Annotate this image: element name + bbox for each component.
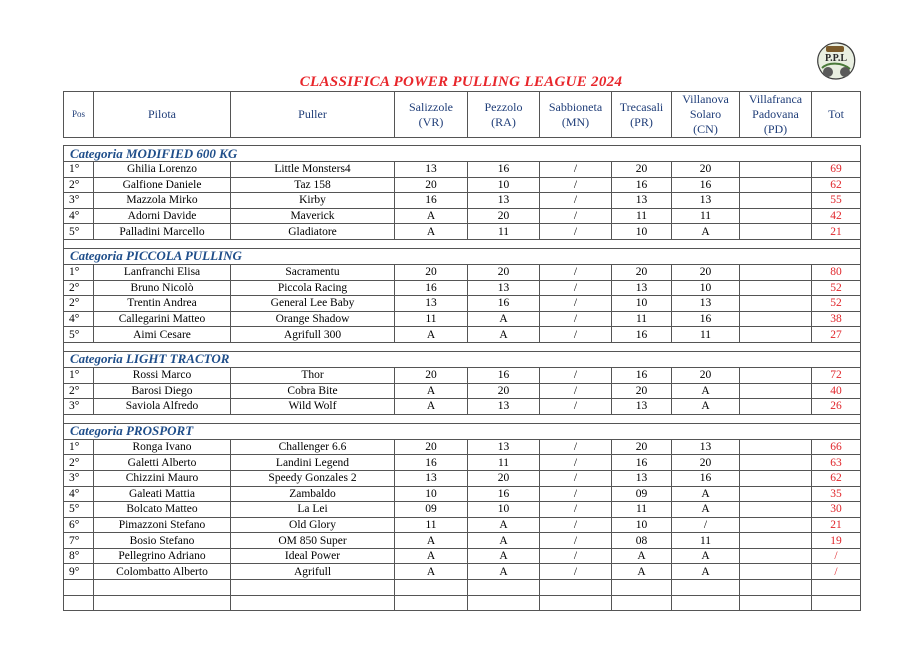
cell-salizzole: 16 bbox=[395, 455, 468, 471]
svg-text:P.P.L: P.P.L bbox=[824, 53, 848, 64]
cell-pezzolo: 20 bbox=[468, 383, 540, 399]
cell-villanova: A bbox=[672, 399, 740, 415]
cell-salizzole: 13 bbox=[395, 296, 468, 312]
cell-sabbioneta: / bbox=[540, 208, 612, 224]
cell-villanova: 13 bbox=[672, 193, 740, 209]
cell-puller: Gladiatore bbox=[231, 224, 395, 240]
table-row bbox=[64, 439, 861, 455]
cell-salizzole: A bbox=[395, 548, 468, 564]
cell-salizzole: 11 bbox=[395, 517, 468, 533]
cell-villanova: 20 bbox=[672, 367, 740, 383]
cell-trecasali: 20 bbox=[612, 264, 672, 280]
cell-pos: 2° bbox=[64, 280, 94, 296]
cell-sabbioneta: / bbox=[540, 470, 612, 486]
cell-pilot: Barosi Diego bbox=[94, 383, 231, 399]
cell-pezzolo: 20 bbox=[468, 470, 540, 486]
cell-sabbioneta: / bbox=[540, 383, 612, 399]
header-villanova: Villanova Solaro (CN) bbox=[672, 92, 740, 138]
cell-villafranca bbox=[740, 548, 812, 564]
cell-pos: 5° bbox=[64, 224, 94, 240]
cell-pilot: Ronga Ivano bbox=[94, 439, 231, 455]
table-row bbox=[64, 533, 861, 549]
cell-sabbioneta: / bbox=[540, 177, 612, 193]
cell-pos: 1° bbox=[64, 439, 94, 455]
cell-pos: 8° bbox=[64, 548, 94, 564]
cell-villanova: 20 bbox=[672, 455, 740, 471]
cell-pilot: Bolcato Matteo bbox=[94, 502, 231, 518]
cell-total: 19 bbox=[812, 533, 861, 549]
cell-total: 21 bbox=[812, 517, 861, 533]
cell-trecasali: 11 bbox=[612, 311, 672, 327]
cell-pos: 5° bbox=[64, 327, 94, 343]
table-row bbox=[64, 193, 861, 209]
cell-villafranca bbox=[740, 533, 812, 549]
cell-pos: 1° bbox=[64, 367, 94, 383]
cell-villafranca bbox=[740, 486, 812, 502]
cell-sabbioneta: / bbox=[540, 193, 612, 209]
cell-trecasali: 20 bbox=[612, 439, 672, 455]
cell-trecasali: 16 bbox=[612, 455, 672, 471]
cell-puller: Cobra Bite bbox=[231, 383, 395, 399]
cell-villafranca bbox=[740, 280, 812, 296]
cell-pilot: Adorni Davide bbox=[94, 208, 231, 224]
empty-cell bbox=[540, 595, 612, 611]
table-row bbox=[64, 564, 861, 580]
cell-pezzolo: 16 bbox=[468, 296, 540, 312]
cell-villanova: A bbox=[672, 502, 740, 518]
cell-pilot: Mazzola Mirko bbox=[94, 193, 231, 209]
cell-trecasali: 13 bbox=[612, 399, 672, 415]
table-row bbox=[64, 296, 861, 312]
cell-total: / bbox=[812, 548, 861, 564]
cell-total: 40 bbox=[812, 383, 861, 399]
cell-villanova: / bbox=[672, 517, 740, 533]
cell-pilot: Palladini Marcello bbox=[94, 224, 231, 240]
cell-trecasali: 13 bbox=[612, 280, 672, 296]
cell-trecasali: 16 bbox=[612, 327, 672, 343]
cell-trecasali: 11 bbox=[612, 502, 672, 518]
spacer-row bbox=[64, 342, 861, 351]
empty-cell bbox=[94, 580, 231, 596]
cell-salizzole: 20 bbox=[395, 177, 468, 193]
cell-salizzole: A bbox=[395, 224, 468, 240]
cell-villanova: 11 bbox=[672, 208, 740, 224]
category-title: Categoria MODIFIED 600 KG bbox=[64, 146, 861, 162]
table-row bbox=[64, 486, 861, 502]
empty-cell bbox=[740, 580, 812, 596]
cell-puller: Kirby bbox=[231, 193, 395, 209]
spacer-cell bbox=[64, 239, 861, 248]
cell-pos: 7° bbox=[64, 533, 94, 549]
cell-villafranca bbox=[740, 177, 812, 193]
cell-sabbioneta: / bbox=[540, 327, 612, 343]
cell-villafranca bbox=[740, 502, 812, 518]
cell-pezzolo: 11 bbox=[468, 224, 540, 240]
cell-pos: 6° bbox=[64, 517, 94, 533]
cell-salizzole: 20 bbox=[395, 367, 468, 383]
cell-total: 38 bbox=[812, 311, 861, 327]
cell-pezzolo: 16 bbox=[468, 367, 540, 383]
category-row bbox=[64, 248, 861, 264]
cell-total: 62 bbox=[812, 470, 861, 486]
header-pezzolo: Pezzolo (RA) bbox=[468, 92, 540, 138]
category-row bbox=[64, 146, 861, 162]
cell-pezzolo: A bbox=[468, 533, 540, 549]
cell-pilot: Ghilia Lorenzo bbox=[94, 162, 231, 178]
empty-cell bbox=[468, 580, 540, 596]
cell-villafranca bbox=[740, 439, 812, 455]
category-row bbox=[64, 351, 861, 367]
cell-sabbioneta: / bbox=[540, 533, 612, 549]
cell-trecasali: 10 bbox=[612, 517, 672, 533]
cell-villanova: 16 bbox=[672, 470, 740, 486]
cell-salizzole: A bbox=[395, 564, 468, 580]
cell-puller: Wild Wolf bbox=[231, 399, 395, 415]
cell-pezzolo: 10 bbox=[468, 177, 540, 193]
spacer-row bbox=[64, 239, 861, 248]
cell-salizzole: 10 bbox=[395, 486, 468, 502]
cell-total: 63 bbox=[812, 455, 861, 471]
cell-pos: 1° bbox=[64, 264, 94, 280]
cell-trecasali: 09 bbox=[612, 486, 672, 502]
spacer-cell bbox=[64, 414, 861, 423]
table-row bbox=[64, 548, 861, 564]
cell-villafranca bbox=[740, 399, 812, 415]
empty-cell bbox=[94, 595, 231, 611]
cell-pezzolo: 10 bbox=[468, 502, 540, 518]
cell-villafranca bbox=[740, 367, 812, 383]
empty-cell bbox=[64, 595, 94, 611]
cell-trecasali: 16 bbox=[612, 177, 672, 193]
standings-table bbox=[63, 145, 861, 611]
cell-salizzole: 13 bbox=[395, 162, 468, 178]
table-row bbox=[64, 264, 861, 280]
cell-pilot: Callegarini Matteo bbox=[94, 311, 231, 327]
cell-pezzolo: A bbox=[468, 311, 540, 327]
cell-trecasali: 16 bbox=[612, 367, 672, 383]
cell-villafranca bbox=[740, 224, 812, 240]
cell-puller: General Lee Baby bbox=[231, 296, 395, 312]
table-row bbox=[64, 311, 861, 327]
spacer-cell bbox=[64, 342, 861, 351]
cell-pilot: Chizzini Mauro bbox=[94, 470, 231, 486]
cell-total: / bbox=[812, 564, 861, 580]
cell-pilot: Pimazzoni Stefano bbox=[94, 517, 231, 533]
cell-salizzole: A bbox=[395, 533, 468, 549]
cell-pezzolo: 13 bbox=[468, 439, 540, 455]
cell-villafranca bbox=[740, 383, 812, 399]
cell-salizzole: A bbox=[395, 327, 468, 343]
cell-villafranca bbox=[740, 327, 812, 343]
cell-villafranca bbox=[740, 517, 812, 533]
table-row bbox=[64, 517, 861, 533]
cell-sabbioneta: / bbox=[540, 564, 612, 580]
empty-cell bbox=[64, 580, 94, 596]
cell-villafranca bbox=[740, 455, 812, 471]
cell-puller: Agrifull 300 bbox=[231, 327, 395, 343]
cell-villafranca bbox=[740, 470, 812, 486]
cell-villanova: 13 bbox=[672, 439, 740, 455]
cell-pezzolo: 16 bbox=[468, 162, 540, 178]
cell-puller: Speedy Gonzales 2 bbox=[231, 470, 395, 486]
cell-total: 66 bbox=[812, 439, 861, 455]
cell-total: 62 bbox=[812, 177, 861, 193]
header-trecasali: Trecasali (PR) bbox=[612, 92, 672, 138]
empty-cell bbox=[395, 580, 468, 596]
cell-pos: 4° bbox=[64, 311, 94, 327]
cell-total: 55 bbox=[812, 193, 861, 209]
cell-sabbioneta: / bbox=[540, 486, 612, 502]
cell-puller: Thor bbox=[231, 367, 395, 383]
cell-pos: 9° bbox=[64, 564, 94, 580]
cell-total: 69 bbox=[812, 162, 861, 178]
table-row bbox=[64, 177, 861, 193]
cell-villafranca bbox=[740, 193, 812, 209]
cell-pilot: Trentin Andrea bbox=[94, 296, 231, 312]
cell-total: 42 bbox=[812, 208, 861, 224]
cell-pezzolo: 13 bbox=[468, 280, 540, 296]
cell-villanova: A bbox=[672, 486, 740, 502]
cell-pezzolo: 20 bbox=[468, 208, 540, 224]
cell-sabbioneta: / bbox=[540, 296, 612, 312]
cell-pilot: Galetti Alberto bbox=[94, 455, 231, 471]
header-row bbox=[64, 92, 861, 138]
cell-total: 52 bbox=[812, 296, 861, 312]
cell-villafranca bbox=[740, 296, 812, 312]
cell-puller: Taz 158 bbox=[231, 177, 395, 193]
cell-puller: OM 850 Super bbox=[231, 533, 395, 549]
cell-villanova: 16 bbox=[672, 177, 740, 193]
cell-villanova: 11 bbox=[672, 533, 740, 549]
cell-villanova: A bbox=[672, 224, 740, 240]
header-sabbioneta: Sabbioneta (MN) bbox=[540, 92, 612, 138]
cell-pos: 5° bbox=[64, 502, 94, 518]
table-row bbox=[64, 162, 861, 178]
header-table bbox=[63, 91, 861, 138]
cell-villanova: A bbox=[672, 548, 740, 564]
cell-pos: 2° bbox=[64, 177, 94, 193]
empty-cell bbox=[395, 595, 468, 611]
table-row bbox=[64, 280, 861, 296]
cell-pezzolo: A bbox=[468, 564, 540, 580]
cell-trecasali: A bbox=[612, 548, 672, 564]
spacer-row bbox=[64, 414, 861, 423]
cell-villafranca bbox=[740, 208, 812, 224]
cell-puller: Agrifull bbox=[231, 564, 395, 580]
cell-pos: 4° bbox=[64, 486, 94, 502]
cell-sabbioneta: / bbox=[540, 264, 612, 280]
table-row bbox=[64, 383, 861, 399]
empty-cell bbox=[540, 580, 612, 596]
cell-villafranca bbox=[740, 264, 812, 280]
cell-salizzole: 09 bbox=[395, 502, 468, 518]
cell-pos: 3° bbox=[64, 193, 94, 209]
cell-puller: La Lei bbox=[231, 502, 395, 518]
cell-salizzole: 13 bbox=[395, 470, 468, 486]
cell-trecasali: 13 bbox=[612, 193, 672, 209]
cell-pezzolo: 11 bbox=[468, 455, 540, 471]
cell-trecasali: 10 bbox=[612, 296, 672, 312]
empty-cell bbox=[812, 595, 861, 611]
cell-pos: 4° bbox=[64, 208, 94, 224]
header-puller: Puller bbox=[231, 92, 395, 138]
cell-pezzolo: 13 bbox=[468, 399, 540, 415]
empty-cell bbox=[740, 595, 812, 611]
cell-sabbioneta: / bbox=[540, 162, 612, 178]
cell-pezzolo: 13 bbox=[468, 193, 540, 209]
cell-sabbioneta: / bbox=[540, 517, 612, 533]
cell-salizzole: A bbox=[395, 208, 468, 224]
cell-villanova: 11 bbox=[672, 327, 740, 343]
cell-sabbioneta: / bbox=[540, 280, 612, 296]
table-row bbox=[64, 367, 861, 383]
cell-villanova: 13 bbox=[672, 296, 740, 312]
cell-pilot: Bosio Stefano bbox=[94, 533, 231, 549]
table-row bbox=[64, 455, 861, 471]
cell-puller: Little Monsters4 bbox=[231, 162, 395, 178]
cell-pos: 2° bbox=[64, 296, 94, 312]
cell-sabbioneta: / bbox=[540, 548, 612, 564]
table-row bbox=[64, 208, 861, 224]
table-row bbox=[64, 399, 861, 415]
cell-puller: Sacramentu bbox=[231, 264, 395, 280]
cell-sabbioneta: / bbox=[540, 455, 612, 471]
cell-pos: 2° bbox=[64, 455, 94, 471]
cell-pilot: Pellegrino Adriano bbox=[94, 548, 231, 564]
cell-pilot: Galeati Mattia bbox=[94, 486, 231, 502]
cell-salizzole: A bbox=[395, 383, 468, 399]
empty-row bbox=[64, 580, 861, 596]
table-row bbox=[64, 224, 861, 240]
cell-total: 72 bbox=[812, 367, 861, 383]
empty-cell bbox=[231, 580, 395, 596]
cell-pezzolo: 20 bbox=[468, 264, 540, 280]
empty-cell bbox=[468, 595, 540, 611]
cell-sabbioneta: / bbox=[540, 502, 612, 518]
cell-pezzolo: A bbox=[468, 548, 540, 564]
header-pilota: Pilota bbox=[94, 92, 231, 138]
cell-pilot: Lanfranchi Elisa bbox=[94, 264, 231, 280]
cell-total: 52 bbox=[812, 280, 861, 296]
cell-trecasali: A bbox=[612, 564, 672, 580]
cell-sabbioneta: / bbox=[540, 399, 612, 415]
cell-pos: 1° bbox=[64, 162, 94, 178]
cell-villafranca bbox=[740, 564, 812, 580]
cell-trecasali: 13 bbox=[612, 470, 672, 486]
cell-pos: 3° bbox=[64, 399, 94, 415]
cell-pilot: Colombatto Alberto bbox=[94, 564, 231, 580]
cell-sabbioneta: / bbox=[540, 367, 612, 383]
cell-sabbioneta: / bbox=[540, 311, 612, 327]
cell-puller: Challenger 6.6 bbox=[231, 439, 395, 455]
table-row bbox=[64, 502, 861, 518]
page-title: CLASSIFICA POWER PULLING LEAGUE 2024 bbox=[299, 74, 623, 90]
cell-pezzolo: 16 bbox=[468, 486, 540, 502]
cell-salizzole: 20 bbox=[395, 439, 468, 455]
cell-salizzole: 16 bbox=[395, 280, 468, 296]
table-row bbox=[64, 470, 861, 486]
cell-pilot: Galfione Daniele bbox=[94, 177, 231, 193]
cell-pilot: Saviola Alfredo bbox=[94, 399, 231, 415]
cell-total: 35 bbox=[812, 486, 861, 502]
cell-villanova: 10 bbox=[672, 280, 740, 296]
cell-sabbioneta: / bbox=[540, 224, 612, 240]
cell-puller: Landini Legend bbox=[231, 455, 395, 471]
cell-villanova: 20 bbox=[672, 264, 740, 280]
category-title: Categoria PICCOLA PULLING bbox=[64, 248, 861, 264]
empty-cell bbox=[612, 580, 672, 596]
cell-salizzole: A bbox=[395, 399, 468, 415]
cell-puller: Zambaldo bbox=[231, 486, 395, 502]
cell-villafranca bbox=[740, 162, 812, 178]
cell-pilot: Bruno Nicolò bbox=[94, 280, 231, 296]
cell-total: 21 bbox=[812, 224, 861, 240]
cell-pezzolo: A bbox=[468, 517, 540, 533]
cell-pos: 3° bbox=[64, 470, 94, 486]
cell-puller: Ideal Power bbox=[231, 548, 395, 564]
cell-villanova: A bbox=[672, 564, 740, 580]
cell-puller: Orange Shadow bbox=[231, 311, 395, 327]
cell-trecasali: 08 bbox=[612, 533, 672, 549]
cell-pos: 2° bbox=[64, 383, 94, 399]
cell-trecasali: 10 bbox=[612, 224, 672, 240]
cell-puller: Piccola Racing bbox=[231, 280, 395, 296]
empty-cell bbox=[612, 595, 672, 611]
cell-trecasali: 20 bbox=[612, 162, 672, 178]
cell-salizzole: 16 bbox=[395, 193, 468, 209]
category-title: Categoria PROSPORT bbox=[64, 423, 861, 439]
cell-trecasali: 20 bbox=[612, 383, 672, 399]
empty-cell bbox=[672, 595, 740, 611]
cell-puller: Maverick bbox=[231, 208, 395, 224]
cell-total: 27 bbox=[812, 327, 861, 343]
cell-total: 30 bbox=[812, 502, 861, 518]
empty-cell bbox=[812, 580, 861, 596]
cell-puller: Old Glory bbox=[231, 517, 395, 533]
header-tot: Tot bbox=[812, 92, 861, 138]
cell-pilot: Aimi Cesare bbox=[94, 327, 231, 343]
cell-villanova: 16 bbox=[672, 311, 740, 327]
header-salizzole: Salizzole (VR) bbox=[395, 92, 468, 138]
table-row bbox=[64, 327, 861, 343]
cell-villanova: A bbox=[672, 383, 740, 399]
category-row bbox=[64, 423, 861, 439]
cell-total: 80 bbox=[812, 264, 861, 280]
cell-salizzole: 11 bbox=[395, 311, 468, 327]
empty-cell bbox=[672, 580, 740, 596]
category-title: Categoria LIGHT TRACTOR bbox=[64, 351, 861, 367]
cell-villanova: 20 bbox=[672, 162, 740, 178]
empty-cell bbox=[231, 595, 395, 611]
cell-sabbioneta: / bbox=[540, 439, 612, 455]
empty-row bbox=[64, 595, 861, 611]
cell-pezzolo: A bbox=[468, 327, 540, 343]
header-pos: Pos bbox=[64, 92, 94, 138]
cell-total: 26 bbox=[812, 399, 861, 415]
cell-villafranca bbox=[740, 311, 812, 327]
cell-trecasali: 11 bbox=[612, 208, 672, 224]
cell-pilot: Rossi Marco bbox=[94, 367, 231, 383]
header-villafranca: Villafranca Padovana (PD) bbox=[740, 92, 812, 138]
cell-salizzole: 20 bbox=[395, 264, 468, 280]
